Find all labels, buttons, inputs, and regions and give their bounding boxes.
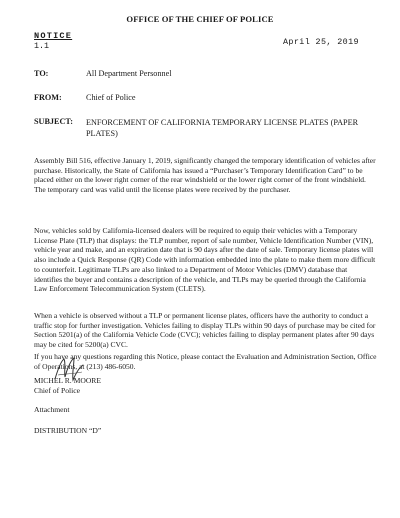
attachment-line: Attachment — [34, 405, 70, 414]
notice-number: 1.1 — [34, 41, 50, 51]
from-label: FROM: — [34, 93, 62, 102]
distribution-line: DISTRIBUTION “D” — [34, 426, 102, 435]
to-label: TO: — [34, 69, 49, 78]
subject-label: SUBJECT: — [34, 117, 73, 126]
from-value: Chief of Police — [86, 93, 136, 102]
paragraph-3: When a vehicle is observed without a TLP or permanent license plates, officers have the authority to conduct a traffic stop for further investigation. Vehicles failing to display TLPs within 90 days of purchase may be cited for Section 5201(a) of the California Vehicle Code (CVC); vehicles failing to display permanent plates after 90 days may be cited for 5200(a) CVC. — [34, 311, 376, 350]
to-value: All Department Personnel — [86, 69, 172, 78]
notice-date: April 25, 2019 — [283, 37, 359, 47]
office-heading: OFFICE OF THE CHIEF OF POLICE — [126, 14, 274, 24]
subject-value: ENFORCEMENT OF CALIFORNIA TEMPORARY LICENSE PLATES (PAPER PLATES) — [86, 118, 359, 138]
signer-name: MICHEL R. MOORE — [34, 376, 102, 385]
paragraph-4: If you have any questions regarding this Notice, please contact the Evaluation and Administration Section, Office of Operations, at (213) 486-6050. — [34, 352, 377, 371]
paragraph-2: Now, vehicles sold by California-licensed dealers will be required to equip their vehicles with a Temporary License Plate (TLP) that displays: the TLP number, report of sale number, Vehicle Identification Number (VIN), vehicle year and make, and an expiration date that is 90 days after the date of sale. Temporary license plates will also include a Quick Response (QR) Code with information embedded into the plate to make them more difficult to counterfeit. Legitimate TLPs are also linked to a Department of Motor Vehicles (DMV) database that identifies the buyer and contains a description of the vehicle, and TLPs may be queried through the California Law Enforcement Telecommunication System (CLETS). — [34, 226, 376, 294]
notice-label: NOTICE — [34, 31, 73, 41]
signer-title: Chief of Police — [34, 386, 80, 395]
paragraph-1: Assembly Bill 516, effective January 1, 2019, significantly changed the temporary identification of vehicles after purchase. Historically, the State of California has issued a “Purchaser’s Temporary Identification Card” to be placed either on the lower right corner of the rear windshield or the lower right corner of the front windshield. The temporary card was valid until the license plates were received by the purchaser. — [34, 156, 376, 195]
